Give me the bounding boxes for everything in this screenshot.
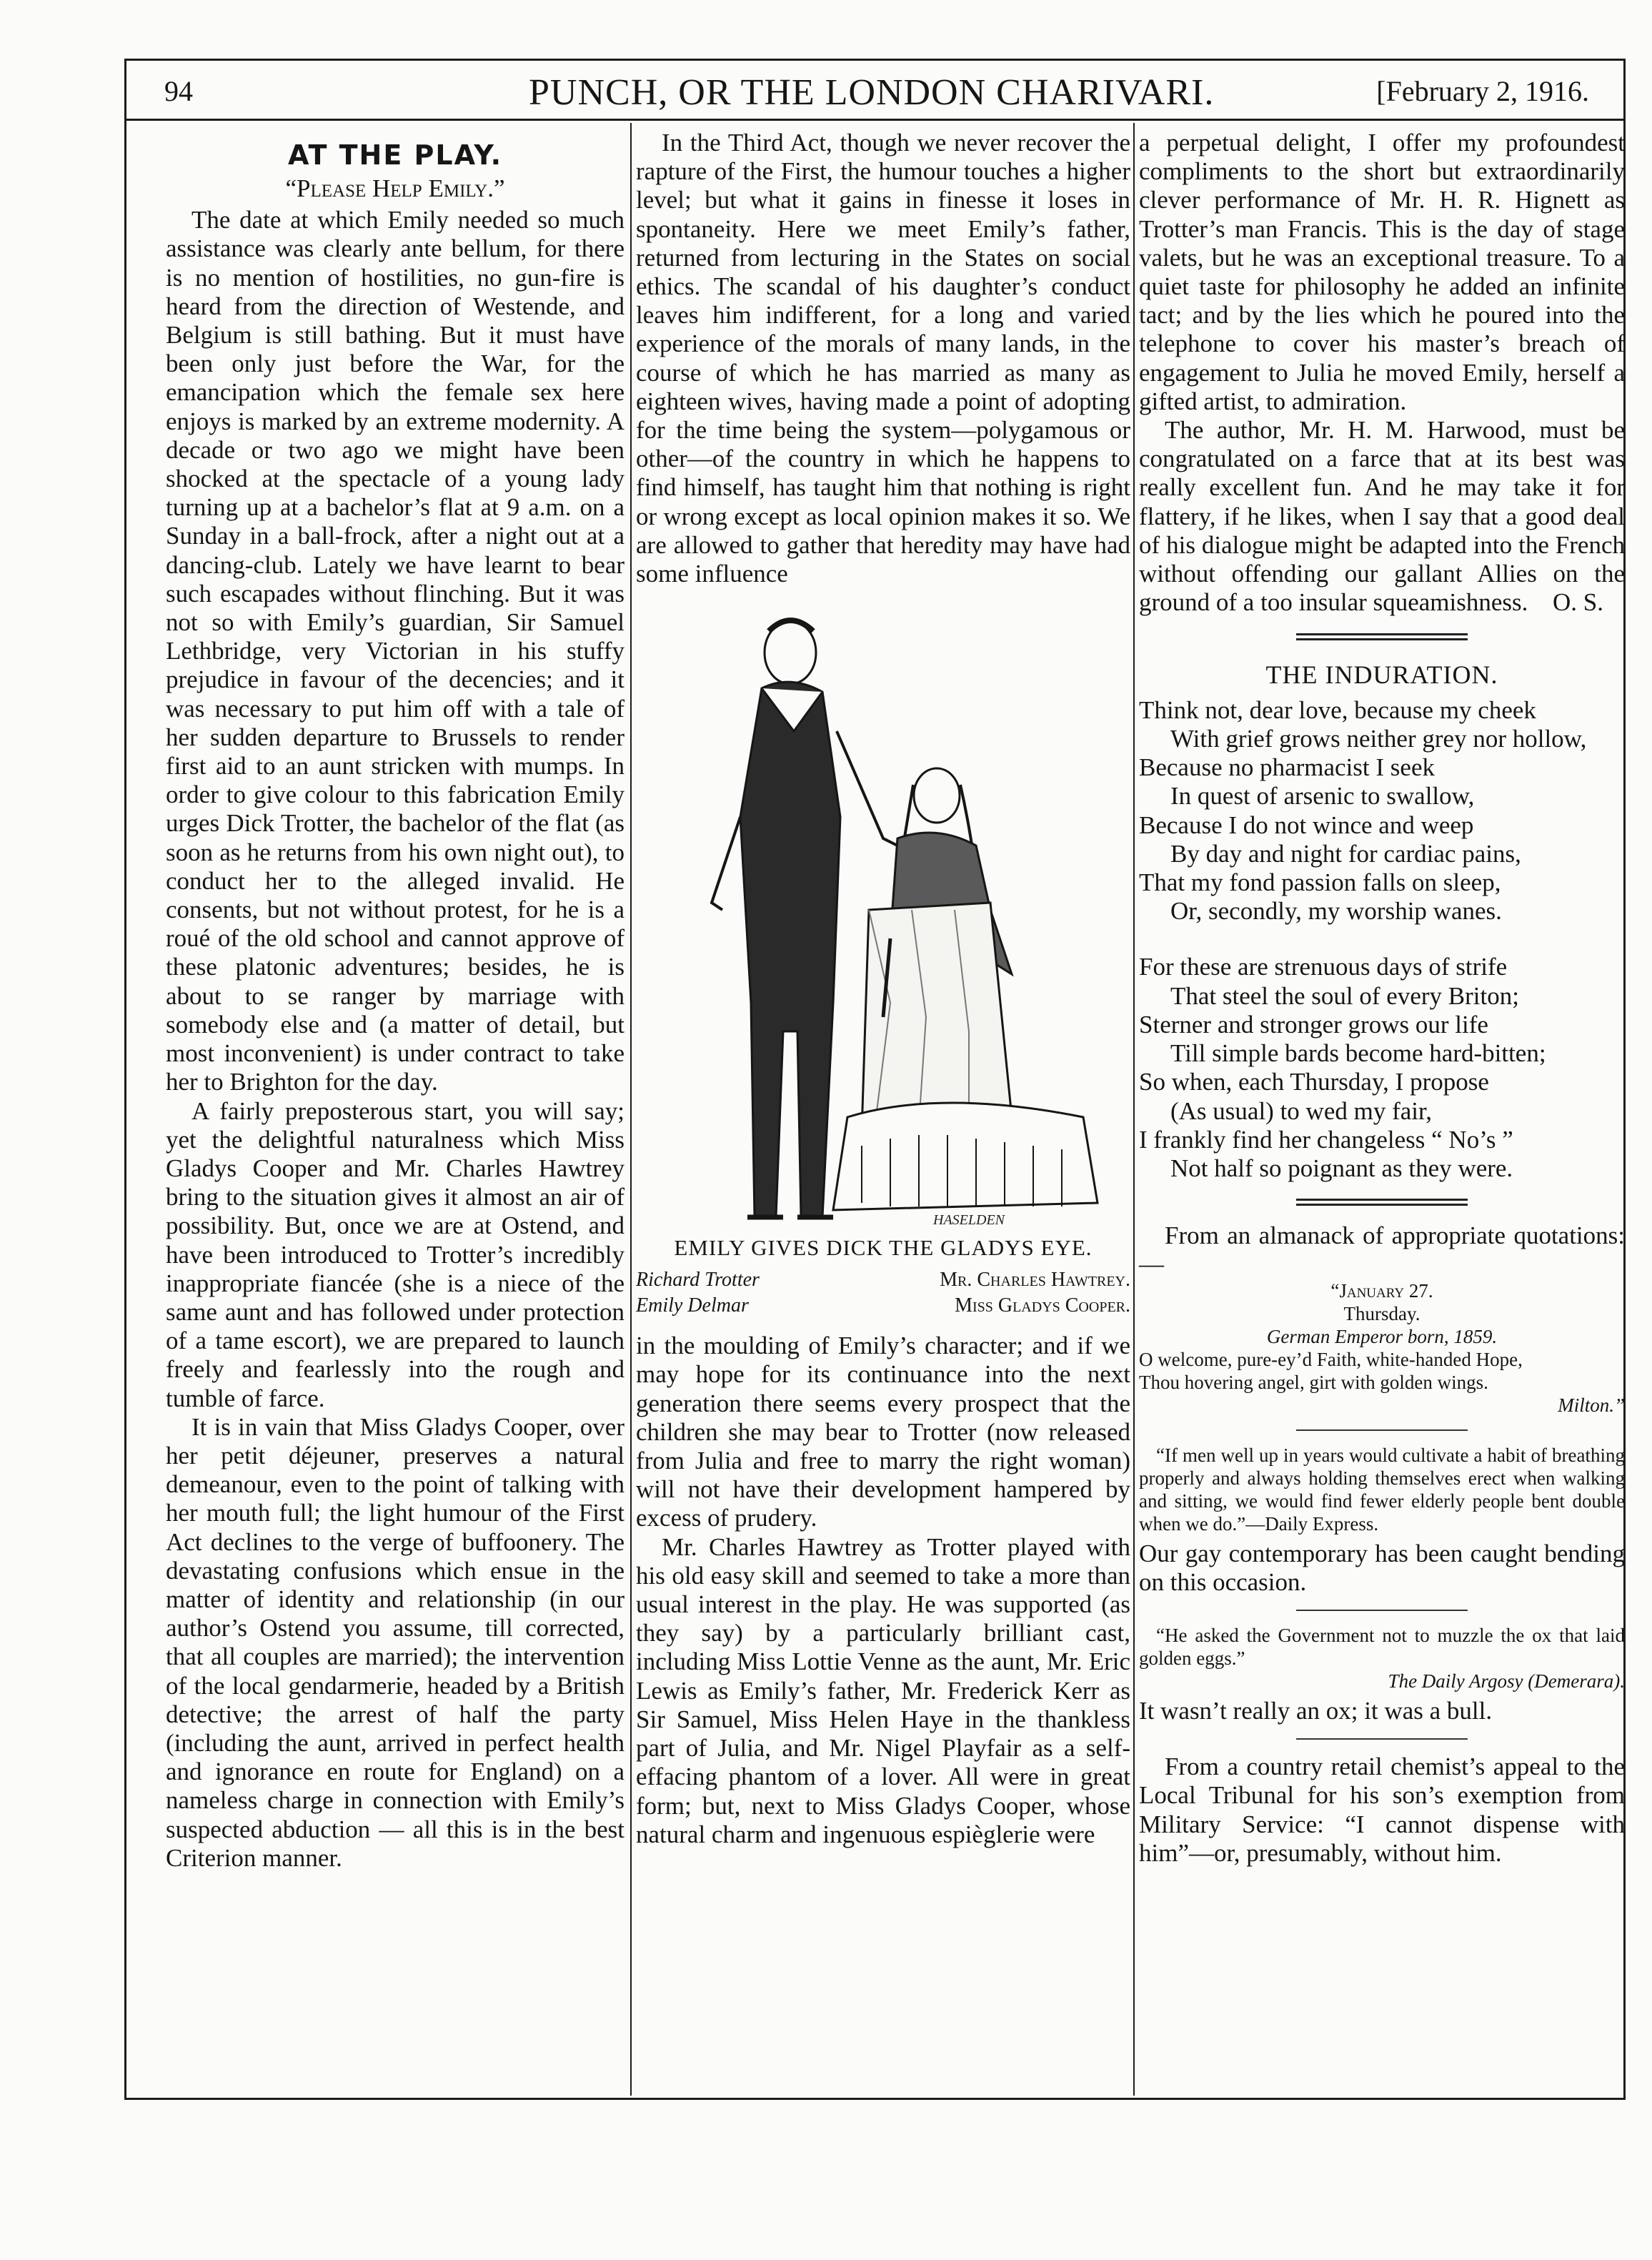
poem-line: Not half so poignant as they were. — [1170, 1154, 1513, 1182]
poem-line: Sterner and stronger grows our life — [1139, 1010, 1488, 1039]
bottom-border — [124, 2098, 1625, 2100]
poem-title: THE INDURATION. — [1265, 660, 1498, 689]
poem-line: With grief grows neither grey nor hollow, — [1170, 725, 1587, 753]
double-rule — [1296, 1199, 1468, 1206]
cast-role: Richard Trotter — [636, 1269, 760, 1292]
column-divider-1 — [630, 123, 632, 2096]
poem-line: That steel the soul of every Briton; — [1170, 981, 1519, 1010]
express-quote: “If men well up in years would cultivate a habit of breathing properly and always holding themselves erect when walking and sitting, we would find fewer elderly people bent double when we do.”—Daily Express. — [1139, 1444, 1625, 1535]
review-paragraph-1: The date at which Emily needed so much assistance was clearly ante bellum, for there is no mention of hostilities, no gun-fire is heard from the direction of Westende, and Belgium is still bathing. But it must have been only just before the War, for the emancipation which the female sex here enjoys is marked by an extreme modernity. A decade or two ago we might have been shocked at the spectacle of a young lady turning up at a bachelor’s flat at 9 a.m. on a Sunday in a ball-frock, after a night out at a dancing-club. Lately we have learnt to bear such escapades without flinching. But it was not so with Emily’s guardian, Sir Samuel Lethbridge, very Victorian in his stuffy prejudice in favour of the decencies; and it was necessary to put him off with a tale of her sudden departure to Brussels to render first aid to an aunt stricken with mumps. In order to give colour to this fabrication Emily urges Dick Trotter, the bachelor of the flat (as soon as he returns from his own night out), to conduct her to the alleged invalid. He consents, but not without protest, for he is a roué of the old school and cannot approve of these platonic adventures; besides, he is about to se ranger by marriage with somebody else and (a matter of detail, but most inconvenient) is under contract to take her to Brighton for the day. — [166, 206, 625, 1096]
almanack-intro: From an almanack of appropriate quotations:— — [1139, 1221, 1625, 1279]
poem-line: In quest of arsenic to swallow, — [1170, 782, 1475, 811]
cast-actor: Mr. Charles Hawtrey. — [940, 1269, 1130, 1292]
column-1 — [166, 129, 625, 1873]
poem-line: (As usual) to wed my fair, — [1170, 1096, 1433, 1125]
review-paragraph-5-continued: a perpetual delight, I offer my profoundest compliments to the short but extraordinarily clever performance of Mr. H. R. Hignett as Trotter’s man Francis. This is the day of stage valets, but he was an exceptional treasure. To a quiet taste for philosophy he added an infinite tact; and by the lies which he poured into the telephone to cover his master’s breach of engagement to Julia he moved Emily, herself a gifted artist, to admiration. — [1139, 129, 1625, 415]
single-rule — [1296, 1610, 1468, 1611]
cartoon-illustration — [655, 603, 1112, 1231]
express-comment: Our gay contemporary has been caught bending on this occasion. — [1139, 1539, 1625, 1596]
page-number: 94 — [164, 75, 193, 107]
single-rule — [1296, 1738, 1468, 1740]
argosy-quote: “He asked the Government not to muzzle the ox that laid golden eggs.” — [1139, 1624, 1625, 1669]
poem-line: Or, secondly, my worship wanes. — [1170, 897, 1502, 926]
header-rule — [124, 119, 1625, 121]
almanack-verse-1: O welcome, pure-ey’d Faith, white-handed Hope, — [1139, 1348, 1523, 1370]
review-paragraph-6: The author, Mr. H. M. Harwood, must be congratulated on a farce that at its best was really excellent fun. And he may take it for flattery, if he likes, when I say that a good deal of his dialogue might be adapted into the French without offending our gallant Allies on the ground of a too insular squeamishness. — [1139, 416, 1625, 617]
review-paragraph-4: In the Third Act, though we never recover the rapture of the First, the humour touches a higher level; but what it gains in finesse it loses in spontaneity. Here we meet Emily’s father, returned from lecturing in the States on social ethics. The scandal of his daughter’s conduct leaves him indifferent, for a long and varied experience of the morals of many lands, in the course of which he has married as many as eighteen wives, having made a point of adopting for the time being the system—polygamous or other—of the country in which he happens to find himself, has taught him that nothing is right or wrong except as local opinion makes it so. We are allowed to gather that heredity may have had some influence — [636, 129, 1130, 588]
single-rule — [1296, 1429, 1468, 1431]
cast-actor: Miss Gladys Cooper. — [955, 1294, 1130, 1317]
left-border — [124, 59, 126, 2100]
top-border — [124, 59, 1625, 61]
column-2 — [636, 129, 1130, 1849]
argosy-source: The Daily Argosy (Demerara). — [1388, 1670, 1625, 1692]
woman-figure — [833, 768, 1098, 1210]
poem-stanza-1 — [1139, 696, 1625, 926]
double-rule — [1296, 633, 1468, 640]
column-3 — [1139, 129, 1625, 1868]
poem-line: Because I do not wince and weep — [1139, 811, 1474, 839]
cast-row — [636, 1293, 1130, 1319]
poem-line: That my fond passion falls on sleep, — [1139, 868, 1501, 897]
almanack-event: German Emperor born, 1859. — [1266, 1325, 1498, 1347]
poem-line: I frankly find her changeless “ No’s ” — [1139, 1125, 1513, 1154]
poem-line: For these are strenuous days of strife — [1139, 953, 1508, 981]
column-divider-2 — [1133, 123, 1135, 2096]
publication-title: PUNCH, OR THE LONDON CHARIVARI. — [529, 72, 1215, 113]
poem-line: Because no pharmacist I seek — [1139, 753, 1435, 782]
review-paragraph-5: Mr. Charles Hawtrey as Trotter played with his old easy skill and seemed to take a more than usual interest in the play. He was supported (as they say) by a particularly brilliant cast, including Miss Lottie Venne as the aunt, Mr. Eric Lewis as Emily’s father, Mr. Frederick Kerr as Sir Samuel, Miss Helen Haye in the thankless part of Julia, and Mr. Nigel Playfair as a self-effacing phantom of a lover. All were in great form; but, next to Miss Gladys Cooper, whose natural charm and ingenuous espièglerie were — [636, 1532, 1130, 1848]
review-paragraph-2: A fairly preposterous start, you will say; yet the delightful naturalness which Miss Gladys Cooper and Mr. Charles Hawtrey bring to the situation gives it almost an air of possibility. But, once we are at Ostend, and have been introduced to Trotter’s incredibly inappropriate fiancée (she is a niece of the same aunt and has followed under protection of a tame escort), we are prepared to launch freely and fearlessly into the rough and tumble of farce. — [166, 1096, 625, 1412]
section-heading: AT THE PLAY. — [287, 139, 503, 171]
cast-list — [636, 1267, 1130, 1319]
almanack-verse-2: Thou hovering angel, girt with golden wings. — [1139, 1371, 1488, 1393]
play-title: “Please Help Emily.” — [285, 174, 505, 202]
poem-line: Think not, dear love, because my cheek — [1139, 695, 1536, 724]
poem-line: Till simple bards become hard-bitten; — [1170, 1039, 1546, 1068]
stanza-gap — [1139, 926, 1625, 953]
review-paragraph-3: It is in vain that Miss Gladys Cooper, over her petit déjeuner, preserves a natural demeanour, even to the point of talking with her mouth full; the light humour of the First Act declines to the verge of buffoonery. The devastating confusions which ensue in the matter of identity and relationship (in our author’s Ostend you assume, till corrected, that all couples are married); the intervention of the local gendarmerie, headed by a British detective; the arrest of half the party (including the aunt, arrived in perfect health and ignorance en route for England) on a nameless charge in connection with Emily’s suspected abduction — all this is in the best Criterion manner. — [166, 1412, 625, 1872]
page-header — [129, 71, 1601, 114]
cartoon-caption: EMILY GIVES DICK THE GLADYS EYE. — [674, 1235, 1093, 1261]
cast-role: Emily Delmar — [636, 1294, 749, 1317]
argosy-comment: It wasn’t really an ox; it was a bull. — [1139, 1696, 1493, 1725]
almanack-date: “January 27. — [1330, 1279, 1433, 1302]
chemist-item: From a country retail chemist’s appeal to the Local Tribunal for his son’s exemption from Military Service: “I cannot dispense with him”—or, presumably, without him. — [1139, 1753, 1625, 1867]
review-paragraph-4-continued: in the moulding of Emily’s character; and if we may hope for its continuance into the next generation there seems every prospect that the children she may bear to Trotter (now released from Julia and free to marry the right woman) will not have their development hampered by excess of prudery. — [636, 1332, 1130, 1532]
almanack-attribution: Milton.” — [1558, 1394, 1625, 1416]
poem-line: By day and night for cardiac pains, — [1170, 839, 1521, 868]
almanack-day: Thursday. — [1343, 1302, 1420, 1324]
review-signature: O. S. — [1553, 588, 1603, 617]
artist-signature: HASELDEN — [933, 1212, 1005, 1229]
poem-stanza-2 — [1139, 953, 1625, 1183]
issue-date: [February 2, 1916. — [1376, 75, 1589, 107]
cast-row — [636, 1267, 1130, 1293]
poem-line: So when, each Thursday, I propose — [1139, 1068, 1489, 1096]
